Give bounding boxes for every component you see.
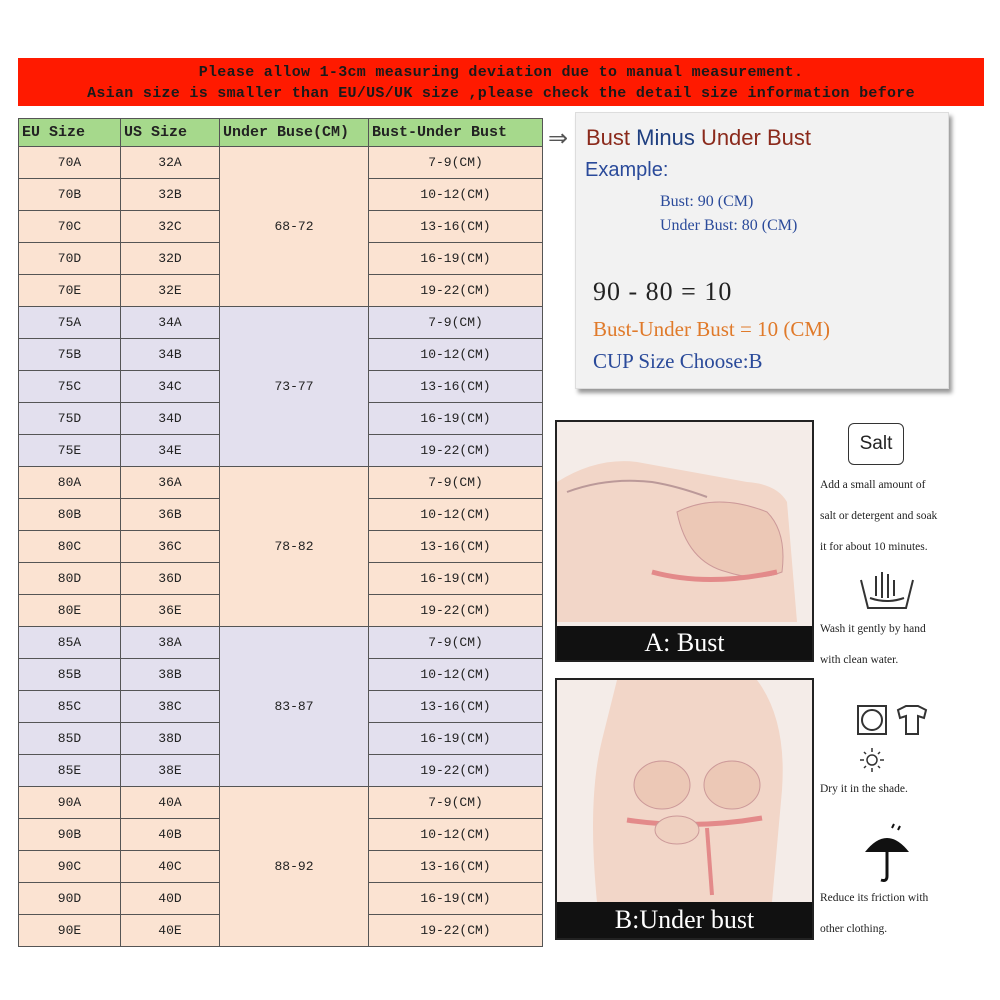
- bust-diff-cell: 19-22(CM): [369, 595, 543, 627]
- eu-size-cell: 85D: [19, 723, 121, 755]
- eu-size-cell: 90D: [19, 883, 121, 915]
- bust-diff-cell: 10-12(CM): [369, 499, 543, 531]
- us-size-cell: 40C: [121, 851, 220, 883]
- eu-size-cell: 80D: [19, 563, 121, 595]
- bust-diff-cell: 13-16(CM): [369, 691, 543, 723]
- care-step-dry: Dry it in the shade.: [820, 783, 908, 795]
- us-size-cell: 32C: [121, 211, 220, 243]
- bust-diff-cell: 19-22(CM): [369, 435, 543, 467]
- sun-icon: [860, 748, 884, 772]
- eu-size-cell: 90A: [19, 787, 121, 819]
- header-bust-minus-under: Bust-Under Bust: [369, 119, 543, 147]
- care-step-friction-line1: Reduce its friction with: [820, 892, 929, 904]
- care-step-soak-line2: salt or detergent and soak: [820, 510, 938, 522]
- bust-diff-cell: 16-19(CM): [369, 243, 543, 275]
- example-cup: CUP Size Choose:B: [593, 349, 763, 373]
- us-size-cell: 34C: [121, 371, 220, 403]
- bust-diff-cell: 10-12(CM): [369, 339, 543, 371]
- us-size-cell: 40D: [121, 883, 220, 915]
- table-row: [19, 467, 543, 499]
- us-size-cell: 38E: [121, 755, 220, 787]
- us-size-cell: 34D: [121, 403, 220, 435]
- eu-size-cell: 85E: [19, 755, 121, 787]
- title-bust: Bust: [586, 125, 637, 150]
- us-size-cell: 38B: [121, 659, 220, 691]
- care-step-friction-line2: other clothing.: [820, 923, 888, 935]
- umbrella-icon: [862, 822, 912, 886]
- eu-size-cell: 80A: [19, 467, 121, 499]
- example-under-bust: Under Bust: 80 (CM): [660, 217, 798, 234]
- us-size-cell: 34E: [121, 435, 220, 467]
- bust-diff-cell: 16-19(CM): [369, 883, 543, 915]
- warning-banner: [18, 58, 984, 106]
- title-under-bust: Under Bust: [700, 125, 811, 150]
- bust-diff-cell: 7-9(CM): [369, 627, 543, 659]
- bust-diff-cell: 13-16(CM): [369, 371, 543, 403]
- example-box: [575, 112, 949, 389]
- size-table: [18, 118, 543, 947]
- under-bust-range-cell: 88-92: [220, 787, 369, 947]
- underbust-figure-illustration: [557, 680, 812, 938]
- header-eu-size: EU Size: [19, 119, 121, 147]
- eu-size-cell: 80B: [19, 499, 121, 531]
- bust-measure-photo: [555, 420, 814, 662]
- dry-icons: [856, 700, 932, 772]
- bust-diff-cell: 10-12(CM): [369, 659, 543, 691]
- eu-size-cell: 75D: [19, 403, 121, 435]
- bust-diff-cell: 13-16(CM): [369, 851, 543, 883]
- care-step-friction: [820, 883, 990, 945]
- table-row: [19, 147, 543, 179]
- under-bust-range-cell: 78-82: [220, 467, 369, 627]
- us-size-cell: 38A: [121, 627, 220, 659]
- header-us-size: US Size: [121, 119, 220, 147]
- us-size-cell: 38D: [121, 723, 220, 755]
- banner-line-2: Asian size is smaller than EU/US/UK size ,please check the detail size information before: [87, 85, 915, 102]
- eu-size-cell: 85A: [19, 627, 121, 659]
- bust-diff-cell: 19-22(CM): [369, 275, 543, 307]
- us-size-cell: 40E: [121, 915, 220, 947]
- bust-diff-cell: 13-16(CM): [369, 531, 543, 563]
- eu-size-cell: 75C: [19, 371, 121, 403]
- title-minus: Minus: [636, 125, 701, 150]
- under-bust-range-cell: 73-77: [220, 307, 369, 467]
- under-bust-range-cell: 68-72: [220, 147, 369, 307]
- eu-size-cell: 70A: [19, 147, 121, 179]
- bust-diff-cell: 10-12(CM): [369, 819, 543, 851]
- us-size-cell: 40B: [121, 819, 220, 851]
- bust-diff-cell: 7-9(CM): [369, 147, 543, 179]
- care-step-soak: [820, 470, 990, 563]
- us-size-cell: 36D: [121, 563, 220, 595]
- us-size-cell: 34A: [121, 307, 220, 339]
- bust-diff-cell: 7-9(CM): [369, 467, 543, 499]
- example-bust: Bust: 90 (CM): [660, 193, 754, 210]
- bust-diff-cell: 16-19(CM): [369, 563, 543, 595]
- care-step-wash-line1: Wash it gently by hand: [820, 623, 926, 635]
- care-step-soak-line1: Add a small amount of: [820, 479, 926, 491]
- bust-diff-cell: 7-9(CM): [369, 787, 543, 819]
- under-bust-range-cell: 83-87: [220, 627, 369, 787]
- us-size-cell: 34B: [121, 339, 220, 371]
- bust-diff-cell: 19-22(CM): [369, 915, 543, 947]
- salt-icon: Salt: [848, 423, 904, 465]
- us-size-cell: 40A: [121, 787, 220, 819]
- eu-size-cell: 70E: [19, 275, 121, 307]
- us-size-cell: 32D: [121, 243, 220, 275]
- eu-size-cell: 75B: [19, 339, 121, 371]
- header-under-bust: Under Buse(CM): [220, 119, 369, 147]
- care-step-soak-line3: it for about 10 minutes.: [820, 541, 928, 553]
- eu-size-cell: 70D: [19, 243, 121, 275]
- table-header-row: [19, 119, 543, 147]
- eu-size-cell: 90C: [19, 851, 121, 883]
- bust-figure-illustration: [557, 422, 812, 660]
- example-calc: 90 - 80 = 10: [593, 277, 733, 306]
- banner-line-1: Please allow 1-3cm measuring deviation due to manual measurement.: [198, 64, 804, 81]
- eu-size-cell: 70B: [19, 179, 121, 211]
- hand-wash-icon: [858, 568, 916, 610]
- us-size-cell: 36B: [121, 499, 220, 531]
- bust-diff-cell: 16-19(CM): [369, 403, 543, 435]
- bust-diff-cell: 16-19(CM): [369, 723, 543, 755]
- eu-size-cell: 90B: [19, 819, 121, 851]
- table-row: [19, 787, 543, 819]
- us-size-cell: 36C: [121, 531, 220, 563]
- us-size-cell: 38C: [121, 691, 220, 723]
- bust-diff-cell: 7-9(CM): [369, 307, 543, 339]
- eu-size-cell: 90E: [19, 915, 121, 947]
- eu-size-cell: 75A: [19, 307, 121, 339]
- us-size-cell: 32E: [121, 275, 220, 307]
- us-size-cell: 36A: [121, 467, 220, 499]
- arrow-right-icon: ⇒: [548, 124, 569, 152]
- us-size-cell: 36E: [121, 595, 220, 627]
- caption-a: A: Bust: [557, 626, 812, 660]
- table-row: [19, 627, 543, 659]
- bust-diff-cell: 10-12(CM): [369, 179, 543, 211]
- care-step-wash: [820, 614, 990, 676]
- example-label: Example:: [585, 159, 669, 181]
- shirt-icon: [898, 706, 926, 734]
- eu-size-cell: 80E: [19, 595, 121, 627]
- eu-size-cell: 75E: [19, 435, 121, 467]
- eu-size-cell: 80C: [19, 531, 121, 563]
- caption-b: B:Under bust: [557, 902, 812, 938]
- us-size-cell: 32A: [121, 147, 220, 179]
- underbust-measure-photo: [555, 678, 814, 940]
- us-size-cell: 32B: [121, 179, 220, 211]
- example-title: [586, 125, 811, 151]
- size-table-body: [19, 147, 543, 947]
- eu-size-cell: 70C: [19, 211, 121, 243]
- bust-diff-cell: 13-16(CM): [369, 211, 543, 243]
- example-result: Bust-Under Bust = 10 (CM): [593, 317, 831, 341]
- eu-size-cell: 85B: [19, 659, 121, 691]
- care-step-wash-line2: with clean water.: [820, 654, 899, 666]
- bust-diff-cell: 19-22(CM): [369, 755, 543, 787]
- table-row: [19, 307, 543, 339]
- eu-size-cell: 85C: [19, 691, 121, 723]
